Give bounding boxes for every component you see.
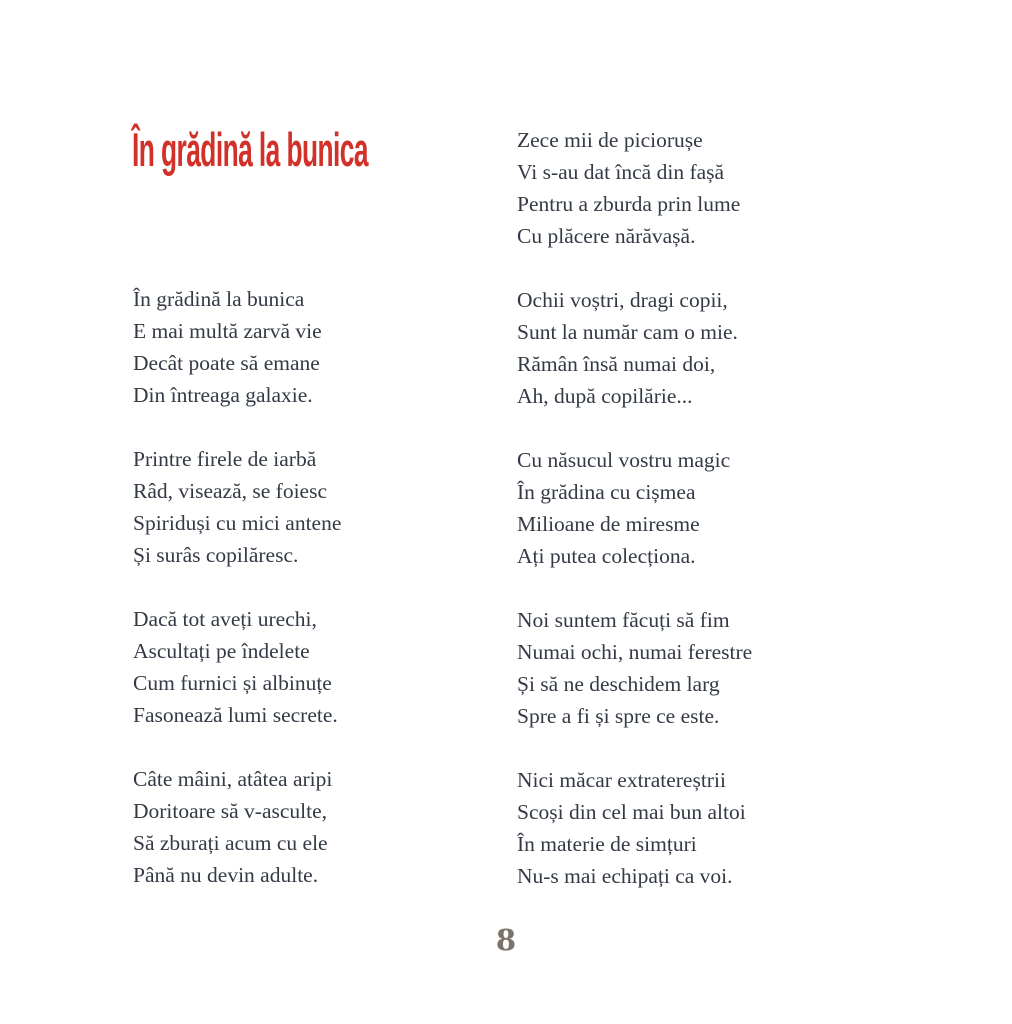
stanza: [517, 124, 752, 252]
poem-line: În materie de simțuri: [517, 832, 697, 856]
poem-line: Numai ochi, numai ferestre: [517, 640, 753, 664]
poem-line: Să zburați acum cu ele: [133, 831, 328, 855]
poem-line: Ați putea colecționa.: [517, 544, 696, 568]
poem-line: Decât poate să emane: [133, 351, 320, 375]
poem-line: În grădina cu cișmea: [517, 480, 696, 504]
poem-line: Nu-s mai echipați ca voi.: [517, 864, 733, 888]
poem-title: În grădină la bunica: [132, 123, 368, 176]
poem-line: Pentru a zburda prin lume: [517, 192, 741, 216]
stanza: [133, 763, 341, 891]
poem-line: Cu năsucul vostru magic: [517, 448, 731, 472]
stanza: [133, 603, 341, 731]
poem-line: Rămân însă numai doi,: [517, 352, 716, 376]
poem-line: Nici măcar extratereștrii: [517, 768, 726, 792]
poem-line: Spiriduși cu mici antene: [133, 511, 342, 535]
poem-line: Câte mâini, atâtea aripi: [133, 767, 333, 791]
poem-line: Din întreaga galaxie.: [133, 383, 313, 407]
poem-line: Până nu devin adulte.: [133, 863, 319, 887]
poem-column-right: [517, 124, 752, 892]
page-number: 8: [495, 923, 517, 957]
poem-line: Doritoare să v-asculte,: [133, 799, 328, 823]
poem-line: Cum furnici și albinuțe: [133, 671, 332, 695]
poem-line: Cu plăcere nărăvașă.: [517, 224, 696, 248]
stanza: [517, 444, 752, 572]
poem-line: Și să ne deschidem larg: [517, 672, 720, 696]
poem-line: Ochii voștri, dragi copii,: [517, 288, 728, 312]
stanza: [517, 764, 752, 892]
poem-line: În grădină la bunica: [133, 287, 305, 311]
poem-line: Și surâs copilăresc.: [133, 543, 299, 567]
poem-title-wrap: [132, 123, 553, 178]
poem-line: Râd, visează, se foiesc: [133, 479, 328, 503]
poem-line: Ah, după copilărie...: [517, 384, 693, 408]
poem-line: Dacă tot aveți urechi,: [133, 607, 317, 631]
stanza: [133, 283, 341, 411]
poem-line: Ascultați pe îndelete: [133, 639, 310, 663]
poem-line: Milioane de miresme: [517, 512, 700, 536]
poem-line: Fasonează lumi secrete.: [133, 703, 338, 727]
stanza: [517, 284, 752, 412]
poem-line: Zece mii de piciorușe: [517, 128, 703, 152]
stanza: [133, 443, 341, 571]
poem-line: Sunt la număr cam o mie.: [517, 320, 738, 344]
stanza: [517, 604, 752, 732]
poem-line: Vi s-au dat încă din fașă: [517, 160, 725, 184]
poem-line: Printre firele de iarbă: [133, 447, 317, 471]
poem-line: Spre a fi și spre ce este.: [517, 704, 720, 728]
poem-line: Scoși din cel mai bun altoi: [517, 800, 746, 824]
poem-line: E mai multă zarvă vie: [133, 319, 322, 343]
poem-column-left: [133, 283, 341, 891]
poem-line: Noi suntem făcuți să fim: [517, 608, 730, 632]
